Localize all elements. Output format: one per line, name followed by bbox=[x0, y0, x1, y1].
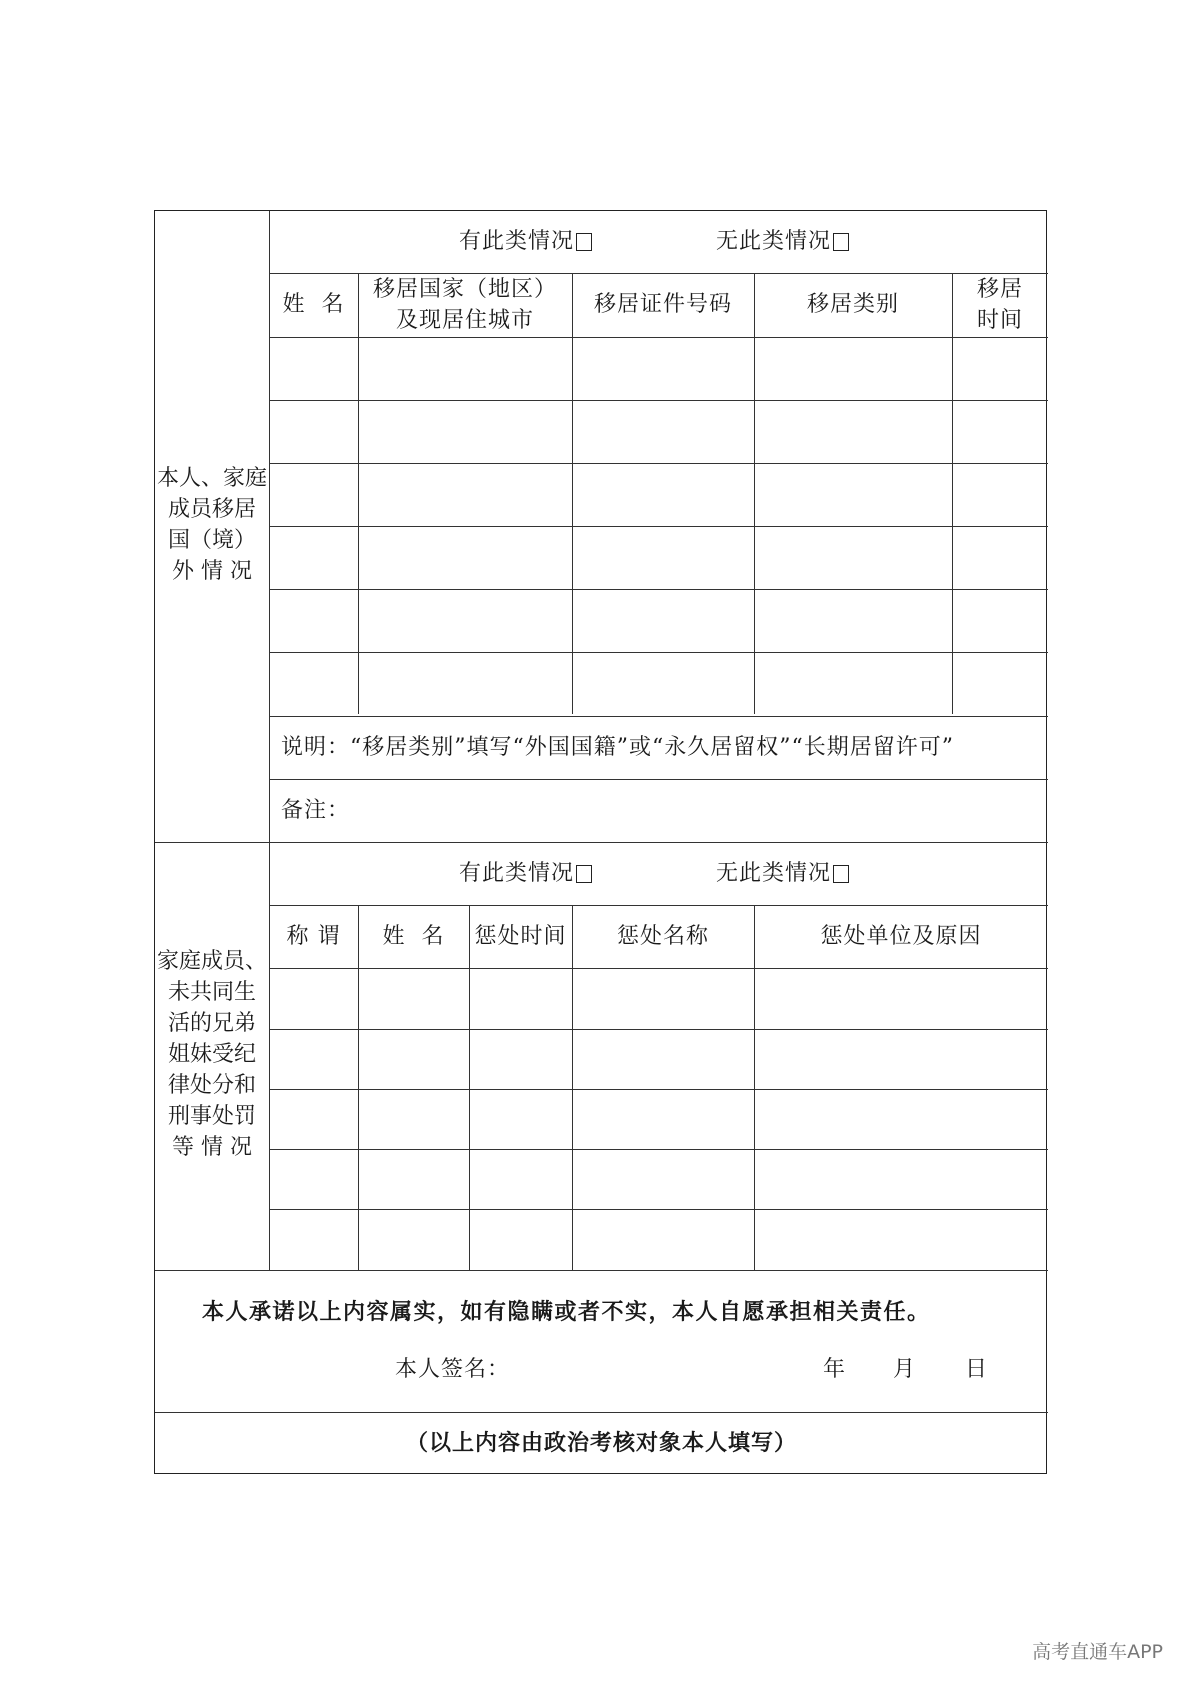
checkbox-icon[interactable] bbox=[833, 865, 849, 883]
no-case-option[interactable]: 无此类情况 bbox=[716, 859, 849, 889]
header-migration-type: 移居类别 bbox=[806, 292, 899, 317]
header-name: 姓 名 bbox=[382, 923, 445, 949]
section1-remark[interactable]: 备注： bbox=[281, 797, 351, 823]
row-line bbox=[269, 1089, 1048, 1090]
header-punishment-unit-reason: 惩处单位及原因 bbox=[820, 923, 982, 949]
header-migration-time: 移居 时间 bbox=[976, 277, 1023, 333]
date-year-label: 年 bbox=[823, 1357, 847, 1382]
pledge-text: 本人承诺以上内容属实，如有隐瞒或者不实，本人自愿承担相关责任。 bbox=[202, 1300, 931, 1325]
row-line bbox=[269, 400, 1048, 401]
signature-label[interactable]: 本人签名： bbox=[395, 1357, 511, 1382]
header-punishment-time: 惩处时间 bbox=[474, 923, 567, 949]
header-punishment-name: 惩处名称 bbox=[616, 923, 709, 949]
political-review-form bbox=[154, 210, 1047, 1474]
checkbox-icon[interactable] bbox=[576, 865, 592, 883]
section1-note: 说明：“移居类别”填写“外国国籍”或“永久居留权”“长期居留许可” bbox=[281, 734, 954, 760]
row-line bbox=[269, 652, 1048, 653]
row-line bbox=[269, 779, 1048, 780]
row-line bbox=[269, 589, 1048, 590]
section-divider bbox=[155, 842, 1048, 843]
side-column-line bbox=[269, 211, 270, 1270]
date-day-label: 日 bbox=[965, 1357, 989, 1382]
col-line bbox=[358, 273, 359, 714]
header-relation: 称 谓 bbox=[286, 923, 341, 949]
section1-side-label: 本人、家庭 成员移居 国（境） 外 情 况 bbox=[156, 466, 267, 584]
header-destination-country: 移居国家（地区） 及现居住城市 bbox=[372, 277, 557, 333]
header-document-number: 移居证件号码 bbox=[593, 292, 732, 317]
section2-side-label: 家庭成员、 未共同生 活的兄弟 姐妹受纪 律处分和 刑事处罚 等 情 况 bbox=[156, 949, 267, 1160]
has-case-option[interactable]: 有此类情况 bbox=[459, 227, 592, 257]
no-case-option[interactable]: 无此类情况 bbox=[716, 227, 849, 257]
row-line bbox=[269, 337, 1048, 338]
watermark: 高考直通车APP bbox=[1032, 1641, 1163, 1663]
header-name: 姓 名 bbox=[282, 292, 345, 317]
row-line bbox=[269, 1149, 1048, 1150]
col-line bbox=[572, 273, 573, 714]
row-line bbox=[269, 1209, 1048, 1210]
row-line bbox=[269, 463, 1048, 464]
row-line bbox=[269, 526, 1048, 527]
section-divider bbox=[155, 1270, 1048, 1271]
date-month-label: 月 bbox=[893, 1357, 917, 1382]
col-line bbox=[952, 273, 953, 714]
checkbox-icon[interactable] bbox=[576, 233, 592, 251]
row-line bbox=[269, 1029, 1048, 1030]
checkbox-icon[interactable] bbox=[833, 233, 849, 251]
has-case-option[interactable]: 有此类情况 bbox=[459, 859, 592, 889]
row-line bbox=[269, 968, 1048, 969]
form-footer-note: （以上内容由政治考核对象本人填写） bbox=[405, 1430, 797, 1456]
col-line bbox=[754, 273, 755, 714]
